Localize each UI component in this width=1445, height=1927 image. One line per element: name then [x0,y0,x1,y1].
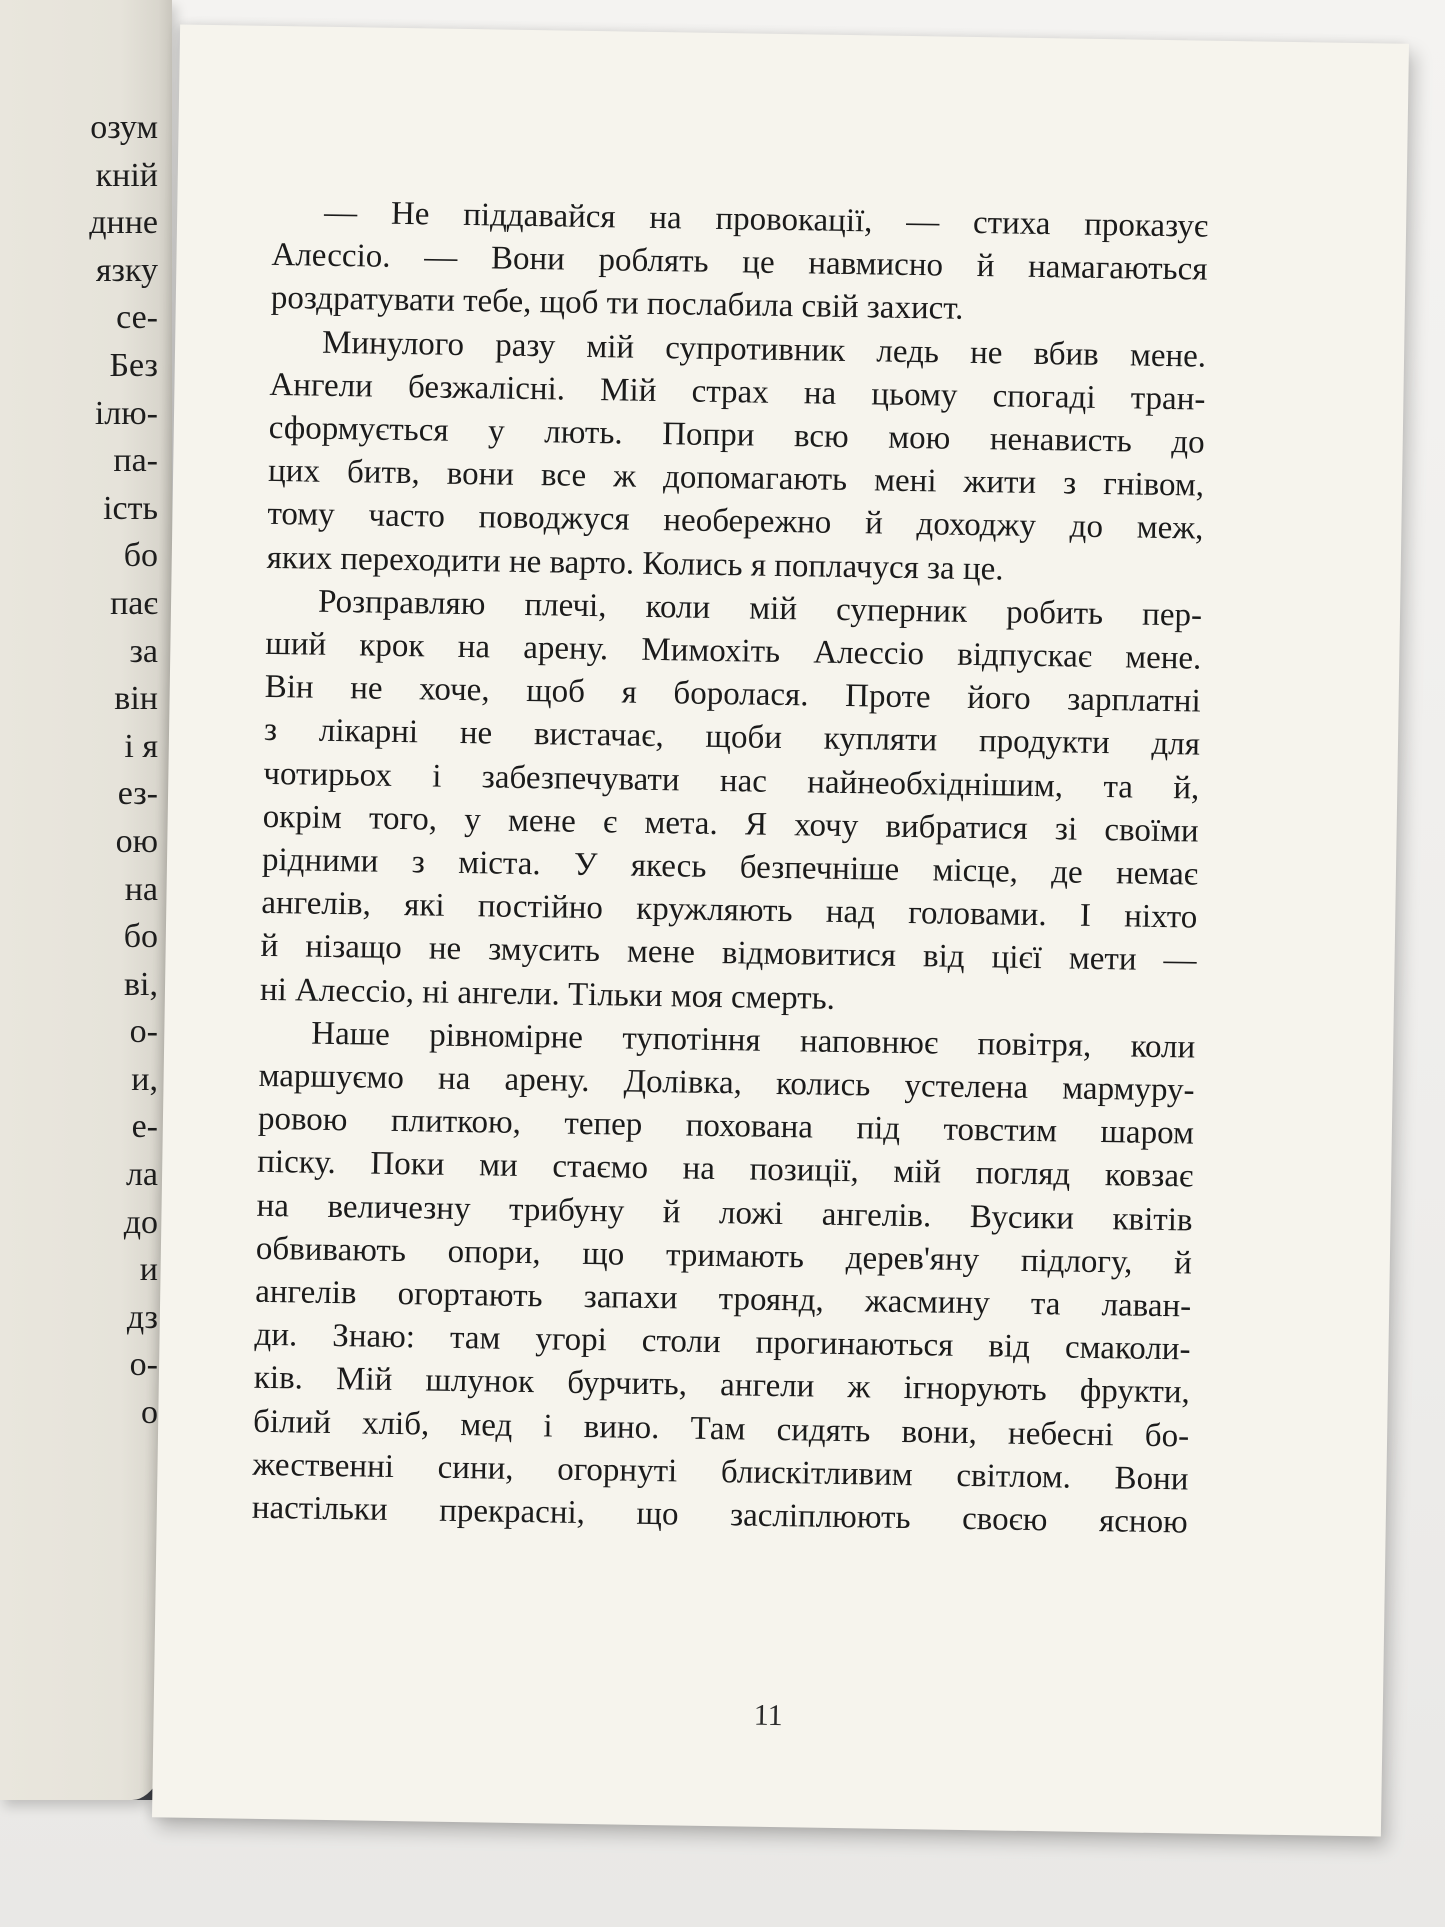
left-page-fragment: кній [95,156,158,194]
left-page-fragment: пає [110,584,158,622]
left-page-fragment: ість [103,489,158,527]
text-line: й нізащо не змусить мене відмовитися від цієї мети — [260,928,1197,979]
left-page-fragment: він [114,680,158,718]
text-line: ангелів огортають запахи троянд, жасмину та лаван- [254,1273,1192,1325]
text-line: ди. Знаю: там угорі столи прогинаються від смаколи- [254,1317,1191,1368]
left-page-fragment: за [129,632,158,670]
text-line: яких переходити не варто. Колись я поплачуся за це. [266,539,1004,588]
text-line: з лікарні не вистачає, щоби купляти продукти для [263,712,1201,764]
left-page-fragment: ла [125,1156,158,1194]
left-page-fragment: и, [131,1060,158,1098]
left-page-fragment: о- [129,1013,158,1051]
left-page-fragment: бо [123,537,158,575]
text-line: ший крок на арену. Мимохіть Алессіо відпускає мене. [265,625,1202,677]
left-page-fragment: Без [109,346,158,384]
text-line: настільки прекрасні, що засліплюють своєю ясною [251,1489,1189,1541]
text-line: Наше рівномірне тупотіння наповнює повітря, коли [311,1015,1196,1066]
text-line: ангелів, які постійно кружляють над головами. І ніхто [261,885,1198,936]
left-page-fragment: днне [89,204,158,242]
left-page-fragment: ою [115,822,158,860]
text-line: Він не хоче, щоб я боролася. Проте його зарплатні [264,669,1201,720]
text-line: ні Алессіо, ні ангели. Тільки моя смерть. [259,971,836,1017]
left-page [0,0,172,1800]
text-line: Ангели безжалісні. Мій страх на цьому спогаді тран- [269,366,1206,418]
text-line: роздратувати тебе, щоб ти послабила свій захист. [270,280,964,328]
left-page-fragment: ві, [124,965,158,1003]
text-line: маршуємо на арену. Долівка, колись устелена мармуру- [258,1057,1195,1109]
text-line: — Не піддавайся на провокації, — стиха проказує [323,194,1209,245]
left-page-fragment: дз [126,1298,158,1336]
text-line: ровою плиткою, тепер похована під товстим шаром [257,1101,1195,1152]
text-line: білий хліб, мед і вино. Там сидять вони, небесні бо- [252,1403,1190,1455]
text-line: Розправляю плечі, коли мій суперник робить пер- [317,583,1203,634]
text-line: сформується у лють. Попри всю мою ненависть до [268,409,1205,461]
left-page-fragment: ез- [117,775,158,813]
text-line: цих битв, вони все ж допомагають мені жити з гнівом, [267,453,1205,504]
text-line: на величезну трибуну й ложі ангелів. Вусики квітів [256,1187,1193,1239]
left-page-fragment: е- [131,1108,158,1146]
left-page-fragment: ілю- [94,394,158,432]
right-page [152,24,1409,1836]
text-line: Минулого разу мій супротивник ледь не вбив мене. [321,324,1207,375]
left-page-fragment: до [123,1203,158,1241]
left-page-fragment: на [124,870,158,908]
text-line: окрім того, у мене є мета. Я хочу вибратися зі своїми [262,798,1199,850]
left-page-fragment: і я [124,727,158,765]
body-text [252,191,1209,1545]
left-page-fragment: па- [113,442,158,480]
left-page-fragment: о [141,1394,158,1432]
left-page-fragment: озум [90,109,158,146]
left-page-fragment: се- [116,299,158,337]
left-page-fragment: бо [123,918,158,956]
left-page-fragment: о- [129,1346,158,1384]
page-number: 11 [753,1698,783,1733]
left-page-text-fragments [0,104,158,1437]
text-line: ків. Мій шлунок бурчить, ангели ж ігнорують фрукти, [253,1360,1191,1411]
left-page-fragment: и [139,1251,158,1289]
text-line: жественні сини, огорнуті блискітливим світлом. Вони [252,1446,1189,1498]
text-line: чотирьох і забезпечувати нас найнеобхіднішим, та й, [263,755,1200,807]
text-line: тому часто поводжуся необережно й доходжу до меж, [267,496,1204,548]
text-line: Алессіо. — Вони роблять це навмисно й намагаються [271,237,1208,288]
text-line: піску. Поки ми стаємо на позиції, мій погляд ковзає [257,1144,1194,1195]
text-line: рідними з міста. У якесь безпечніше місце, де немає [261,841,1199,893]
left-page-fragment: язку [95,251,158,289]
text-line: обвивають опори, що тримають дерев'яну підлогу, й [255,1230,1193,1282]
